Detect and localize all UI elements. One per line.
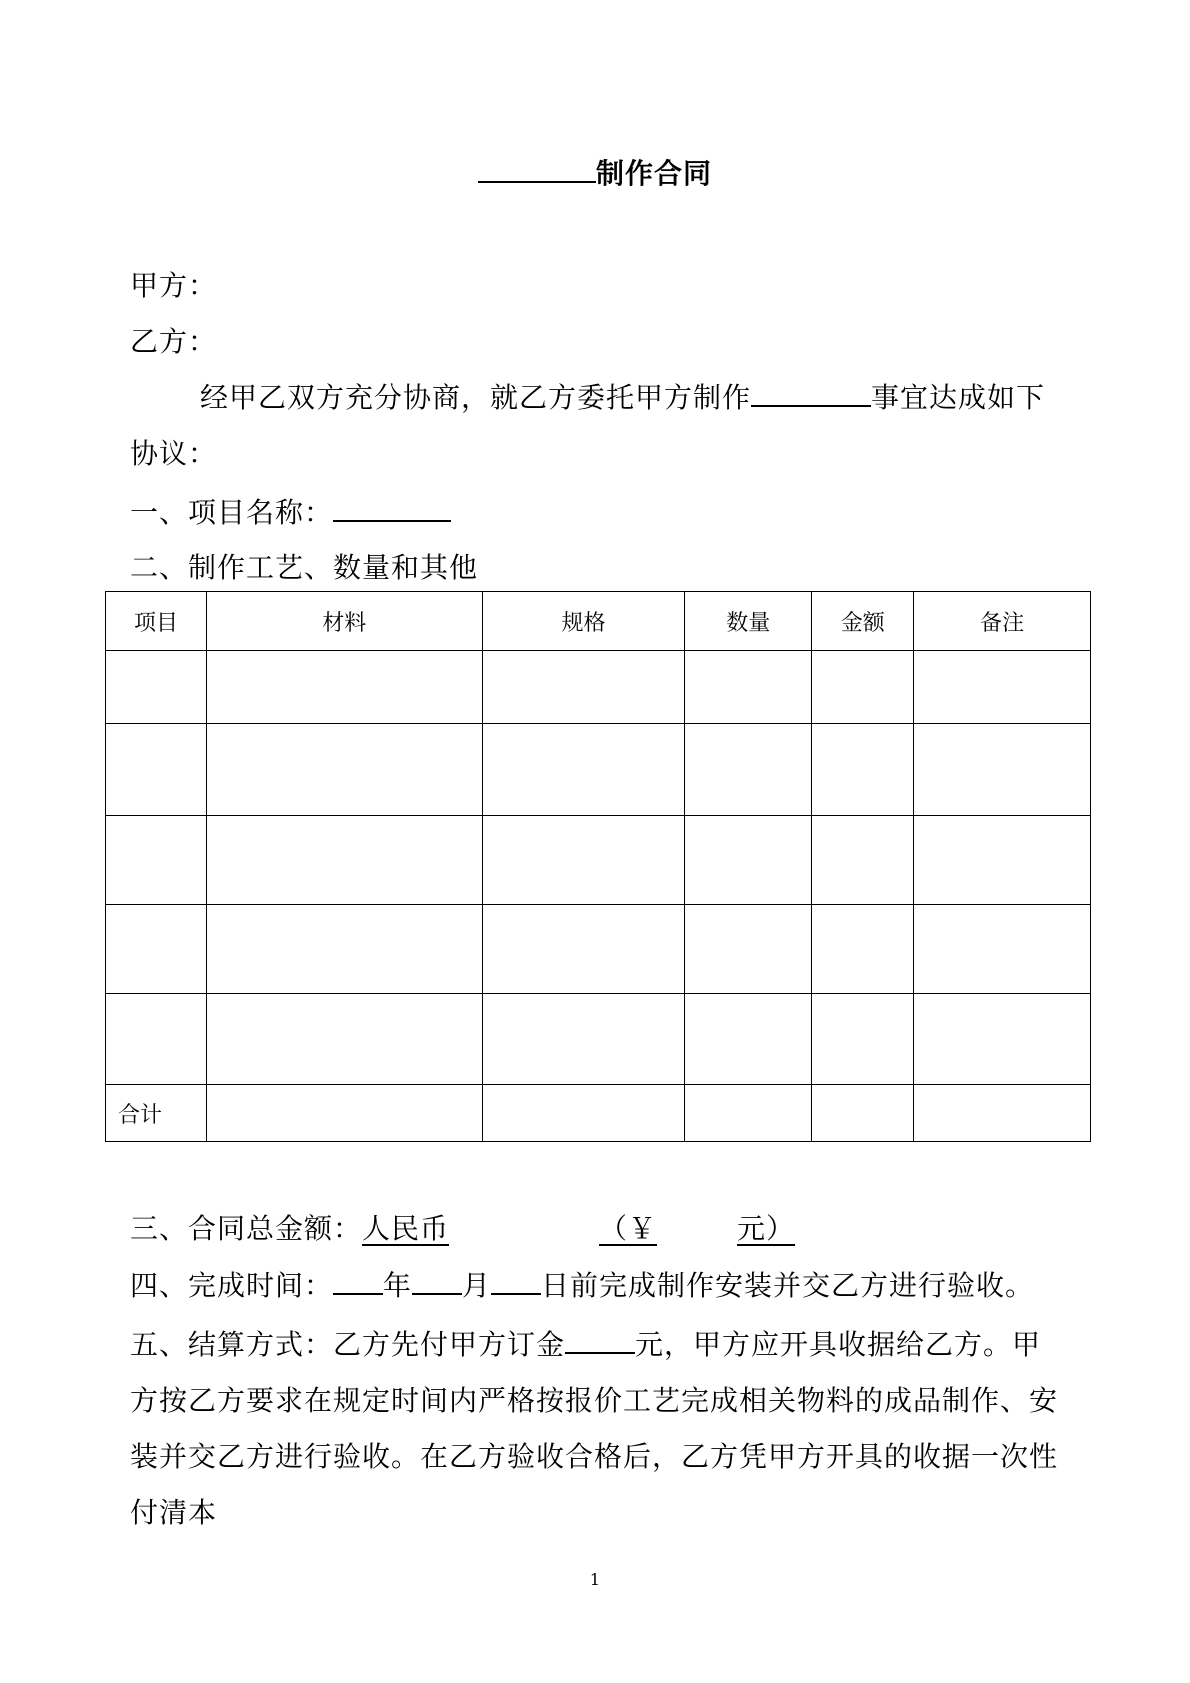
table-cell[interactable]: [206, 816, 482, 905]
section-5-paragraph: [130, 1317, 1066, 1541]
page-number: 1: [589, 1570, 601, 1589]
section-4-label: 四、完成时间：: [130, 1269, 334, 1302]
table-cell[interactable]: [685, 651, 812, 724]
year-blank[interactable]: [333, 1265, 383, 1295]
intro-paragraph: [130, 370, 1066, 482]
table-cell[interactable]: [482, 724, 685, 816]
table-cell[interactable]: [914, 651, 1091, 724]
intro-text-2: 事宜达成如下协议：: [130, 381, 1046, 470]
table-cell[interactable]: [206, 651, 482, 724]
table-cell[interactable]: [685, 724, 812, 816]
table-cell[interactable]: [812, 651, 914, 724]
table-cell[interactable]: [812, 1085, 914, 1142]
table-cell[interactable]: [106, 651, 207, 724]
contract-title: [0, 152, 1190, 192]
table-cell[interactable]: [812, 994, 914, 1085]
header-quantity: 数量: [685, 592, 812, 651]
table-cell[interactable]: [106, 905, 207, 994]
table-cell[interactable]: [206, 724, 482, 816]
table-cell[interactable]: [482, 994, 685, 1085]
section-4-line: [130, 1265, 1034, 1306]
header-remark: 备注: [914, 592, 1091, 651]
section-2-heading: 二、制作工艺、数量和其他: [130, 551, 479, 584]
month-blank[interactable]: [412, 1265, 462, 1295]
intro-text-1: 经甲乙双方充分协商，就乙方委托甲方制作: [200, 381, 752, 414]
table-cell[interactable]: [914, 905, 1091, 994]
header-spec: 规格: [482, 592, 685, 651]
title-text: 制作合同: [595, 157, 712, 190]
party-a-line: 甲方：: [130, 269, 218, 302]
table-row: [106, 816, 1091, 905]
table-cell[interactable]: [482, 905, 685, 994]
table-cell[interactable]: [106, 724, 207, 816]
table-cell[interactable]: [914, 994, 1091, 1085]
paren-open: （￥: [599, 1212, 658, 1245]
section-1-label: 一、项目名称：: [130, 496, 334, 529]
table-cell[interactable]: [106, 994, 207, 1085]
table-cell[interactable]: [482, 816, 685, 905]
table-header-row: [106, 592, 1091, 651]
table-cell[interactable]: [914, 724, 1091, 816]
section-3-line: [130, 1209, 795, 1249]
table-cell[interactable]: [685, 994, 812, 1085]
section-3-label: 三、合同总金额：: [130, 1212, 363, 1245]
table-cell[interactable]: [206, 1085, 482, 1142]
table-cell[interactable]: [106, 816, 207, 905]
items-table: [105, 591, 1091, 1142]
table-cell[interactable]: [685, 816, 812, 905]
table-cell[interactable]: [914, 1085, 1091, 1142]
table-row: [106, 651, 1091, 724]
table-cell[interactable]: [482, 1085, 685, 1142]
table-cell[interactable]: [812, 816, 914, 905]
table-cell[interactable]: [914, 816, 1091, 905]
intro-blank[interactable]: [751, 377, 871, 407]
paren-close: 元）: [737, 1212, 796, 1245]
header-item: 项目: [106, 592, 207, 651]
title-blank[interactable]: [478, 153, 596, 183]
table-cell[interactable]: [685, 1085, 812, 1142]
table-row: [106, 905, 1091, 994]
table-cell[interactable]: [206, 994, 482, 1085]
section-1-line: [130, 492, 451, 533]
header-amount: 金额: [812, 592, 914, 651]
table-cell[interactable]: [685, 905, 812, 994]
table-total-row: [106, 1085, 1091, 1142]
section-5-text-2: 元，甲方应开具收据给乙方。甲方按乙方要求在规定时间内严格按报价工艺完成相关物料的成品制作、安装并交乙方进行验收。在乙方验收合格后，乙方凭甲方开具的收据一次性付清本: [130, 1328, 1059, 1529]
header-material: 材料: [206, 592, 482, 651]
table-cell[interactable]: [482, 651, 685, 724]
section-4-rest: 日前完成制作安装并交乙方进行验收。: [541, 1269, 1035, 1302]
table-cell[interactable]: [206, 905, 482, 994]
table-row: [106, 994, 1091, 1085]
project-name-blank[interactable]: [333, 492, 451, 522]
table-cell[interactable]: [812, 905, 914, 994]
table-cell[interactable]: [812, 724, 914, 816]
currency-label: 人民币: [362, 1212, 450, 1245]
year-label: 年: [383, 1269, 413, 1302]
deposit-blank[interactable]: [565, 1324, 635, 1354]
total-label: 合计: [106, 1085, 207, 1142]
total-amount-field[interactable]: [362, 1212, 795, 1245]
party-b-line: 乙方：: [130, 325, 218, 358]
table-row: [106, 724, 1091, 816]
month-label: 月: [462, 1269, 492, 1302]
day-blank[interactable]: [491, 1265, 541, 1295]
section-5-text-1: 五、结算方式：乙方先付甲方订金: [130, 1328, 566, 1361]
